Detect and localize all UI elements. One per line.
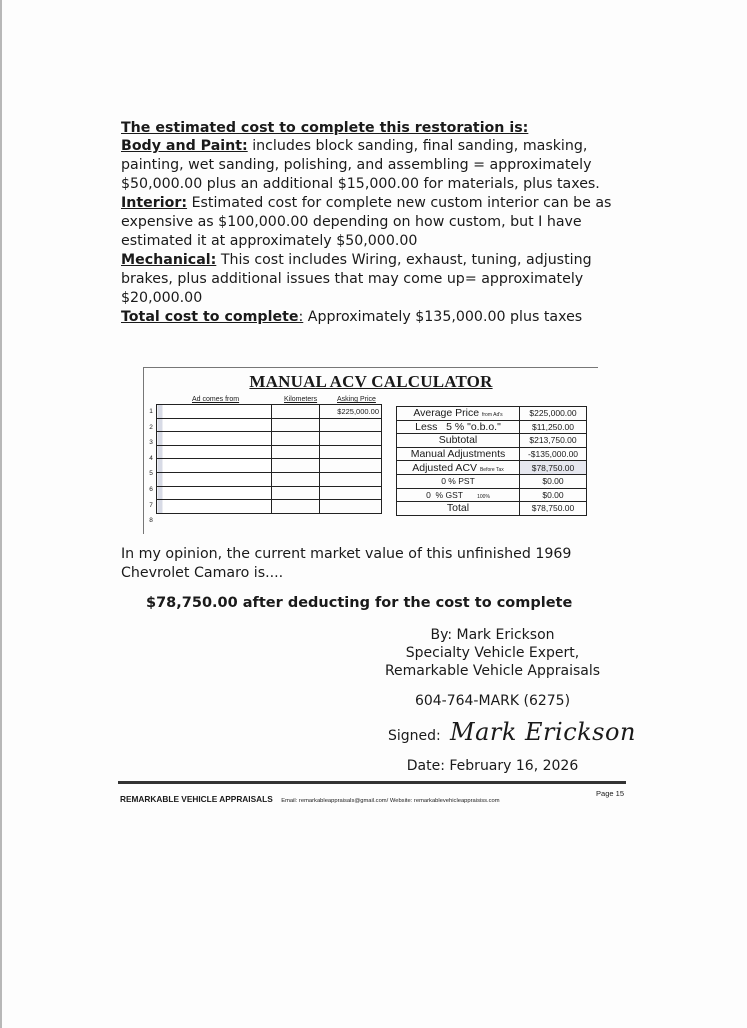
summary-row-less (397, 420, 587, 434)
signed-label: Signed: (388, 728, 441, 744)
page-footer (120, 789, 628, 807)
ad-source-cell[interactable] (157, 472, 272, 486)
appraiser-name: By: Mark Erickson (430, 627, 555, 643)
kilometers-cell[interactable] (272, 459, 320, 473)
subtotal-label: Subtotal (397, 434, 520, 448)
summary-row-total (397, 502, 587, 516)
row-number: 1 (149, 408, 153, 415)
kilometers-cell[interactable] (272, 445, 320, 459)
total-value: $78,750.00 (520, 502, 587, 516)
ad-row (157, 472, 382, 486)
market-value-statement: $78,750.00 after deducting for the cost to complete (146, 595, 573, 611)
scan-edge (0, 0, 2, 1028)
kilometers-cell[interactable] (272, 472, 320, 486)
average-value: $225,000.00 (520, 407, 587, 421)
asking-price-cell[interactable] (320, 472, 382, 486)
interior-heading: Interior: (121, 195, 188, 211)
interior-text: Estimated cost for complete new custom interior can be as expensive as $100,000.00 depending on how custom, but I have estimated it at approximately $50,000.00 (121, 195, 612, 249)
gst-label: 0 % GST (426, 489, 463, 500)
pst-value: $0.00 (520, 474, 587, 488)
asking-price-cell[interactable]: $225,000.00 (320, 405, 382, 419)
ad-source-cell[interactable] (157, 445, 272, 459)
manual-adjustments-value[interactable]: -$135,000.00 (520, 447, 587, 461)
appraiser-info (355, 626, 630, 680)
pst-label[interactable]: 0 % PST (397, 474, 520, 488)
row-number: 3 (149, 439, 153, 447)
cost-title: The estimated cost to complete this restoration is: (121, 120, 529, 136)
row-number: 8 (149, 517, 153, 525)
phone-number: 604-764-MARK (6275) (414, 693, 571, 709)
row-number: 2 (149, 423, 153, 431)
gst-value: $0.00 (520, 488, 587, 502)
asking-price-cell[interactable] (320, 445, 382, 459)
cost-section (121, 120, 631, 327)
total-paragraph (121, 308, 631, 327)
row-numbers (146, 404, 156, 529)
mechanical-heading: Mechanical: (121, 252, 217, 268)
average-small-label: from Ad's (482, 412, 503, 419)
total-label: Total (397, 502, 520, 516)
ad-source-cell[interactable] (157, 486, 272, 500)
calculator-title: MANUAL ACV CALCULATOR (249, 372, 493, 391)
subtotal-value: $213,750.00 (520, 434, 587, 448)
kilometers-cell[interactable] (272, 500, 320, 514)
row-number: 6 (149, 485, 153, 493)
signature: Mark Erickson (450, 718, 636, 746)
total-colon: : (298, 309, 304, 325)
acv-calculator (143, 367, 598, 534)
ad-row (157, 432, 382, 446)
ad-source-cell[interactable] (157, 500, 272, 514)
asking-price-cell[interactable] (320, 432, 382, 446)
adjusted-small-label: Before Tax (479, 466, 504, 473)
kilometers-cell[interactable] (272, 418, 320, 432)
kilometers-cell[interactable] (272, 405, 320, 419)
ad-row (157, 459, 382, 473)
page-number: Page 15 (596, 789, 624, 798)
row-number: 7 (149, 501, 153, 509)
summary-row-average (397, 407, 587, 421)
opinion-text: In my opinion, the current market value of this unfinished 1969 Chevrolet Camaro is.... (121, 546, 572, 581)
summary-row-pst (397, 474, 587, 488)
ad-row (157, 500, 382, 514)
col-header-ad-source: Ad comes from (192, 396, 240, 403)
summary-row-subtotal (397, 434, 587, 448)
mechanical-paragraph (121, 251, 631, 308)
adjusted-acv-value: $78,750.00 (520, 461, 587, 475)
summary-row-gst (397, 488, 587, 502)
ad-row (157, 486, 382, 500)
footer-brand: REMARKABLE VEHICLE APPRAISALS (120, 794, 273, 804)
body-paint-paragraph (121, 137, 631, 194)
less-label[interactable]: Less 5 % "o.b.o." (397, 420, 520, 434)
signature-date: Date: February 16, 2026 (406, 758, 579, 774)
less-value: $11,250.00 (520, 420, 587, 434)
row-number: 5 (149, 470, 153, 478)
ad-row (157, 405, 382, 419)
ad-row (157, 445, 382, 459)
asking-price-cell[interactable] (320, 459, 382, 473)
ads-table (156, 404, 382, 514)
total-heading: Total cost to complete (121, 309, 299, 325)
asking-price-cell[interactable] (320, 486, 382, 500)
footer-contact: Email: remarkableappraisals@gmail.com/ Website: remarkablevehicleappraisiss.com (281, 798, 500, 804)
manual-adjustments-label: Manual Adjustments (397, 447, 520, 461)
body-paint-text: includes block sanding, final sanding, masking, painting, wet sanding, polishing, and assembling = approximately $50,000.00 plus an additional $15,000.00 for materials, plus taxes. (121, 138, 600, 192)
ad-source-cell[interactable] (157, 418, 272, 432)
ad-row (157, 418, 382, 432)
col-header-asking-price: Asking Price (337, 396, 376, 403)
summary-table (396, 406, 587, 516)
col-header-kilometers: Kilometers (284, 396, 318, 403)
kilometers-cell[interactable] (272, 486, 320, 500)
summary-row-manual (397, 447, 587, 461)
ad-source-cell[interactable] (157, 459, 272, 473)
appraiser-company: Remarkable Vehicle Appraisals (384, 663, 601, 679)
ad-source-cell[interactable] (157, 432, 272, 446)
footer-divider (118, 781, 626, 784)
interior-paragraph (121, 194, 631, 251)
asking-price-cell[interactable] (320, 418, 382, 432)
total-text: Approximately $135,000.00 plus taxes (303, 309, 583, 325)
ad-source-cell[interactable] (157, 405, 272, 419)
kilometers-cell[interactable] (272, 432, 320, 446)
asking-price-cell[interactable] (320, 500, 382, 514)
gst-small-label: 100% (477, 493, 490, 500)
body-paint-heading: Body and Paint: (121, 138, 248, 154)
row-number: 4 (149, 454, 153, 462)
appraiser-role: Specialty Vehicle Expert, (405, 645, 580, 661)
average-label: Average Price (413, 407, 480, 420)
adjusted-acv-label: Adjusted ACV (412, 461, 478, 474)
summary-row-adjusted (397, 461, 587, 475)
mechanical-text: This cost includes Wiring, exhaust, tuning, adjusting brakes, plus additional issues that may come up= approximately $20,000.00 (121, 252, 592, 306)
